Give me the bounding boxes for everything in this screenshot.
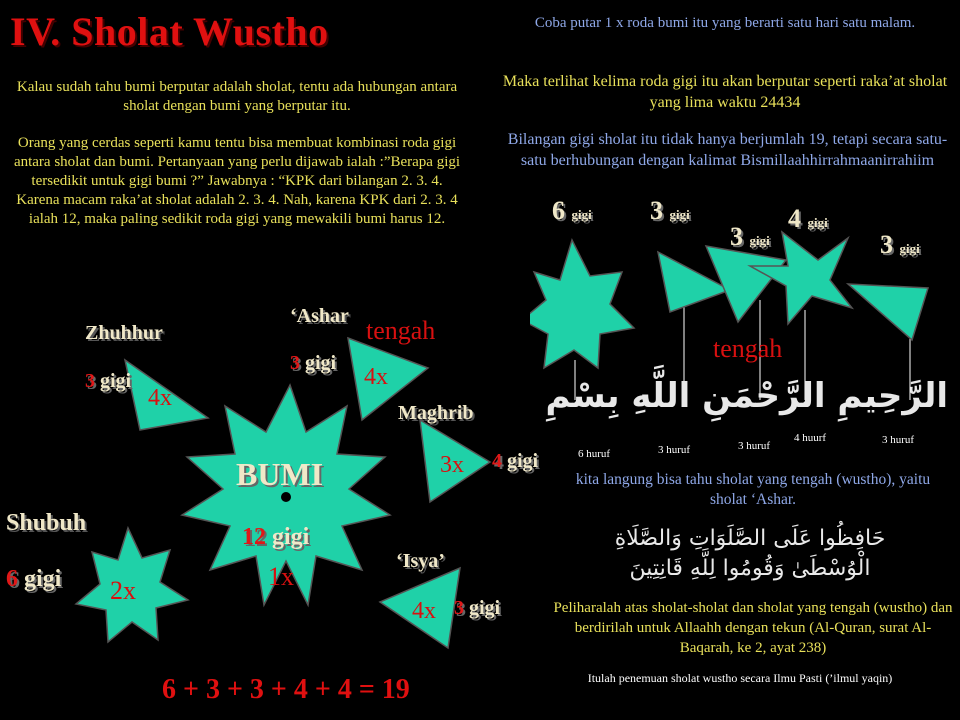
zhuhur-gigi — [85, 370, 131, 393]
gigi-word: gigi — [507, 450, 539, 472]
ashar-label: ‘Ashar — [290, 305, 349, 327]
ar-gigi-label: 3 gigi — [730, 222, 770, 251]
ashar-count: 3 — [290, 352, 300, 374]
ashar-tengah-tag: tengah — [366, 316, 436, 345]
right-paragraph-1: Coba putar 1 x roda bumi itu yang berarti satu hari satu malam. — [534, 15, 916, 31]
ar-count: 3 — [730, 222, 743, 251]
footer-note: Itulah penemuan sholat wustho secara Ilmu Pasti (’ilmul yaqin) — [587, 671, 893, 685]
ashar-gigi — [290, 352, 336, 375]
bumi-label: BUMI — [236, 456, 324, 492]
bumi-count: 12 — [242, 524, 266, 550]
right-paragraph-2: Maka terlihat kelima roda gigi itu akan berputar seperti raka’at sholat yang lima waktu 24434 — [502, 73, 948, 111]
rahman-count: 3 — [650, 196, 663, 225]
bumi-center-dot — [281, 492, 291, 502]
allah-count: 4 — [788, 204, 801, 233]
isya-rotation: 4x — [412, 598, 436, 624]
rahim-count: 6 — [552, 196, 565, 225]
bumi-rotation: 1x — [268, 562, 294, 591]
right-paragraph-3: Bilangan gigi sholat itu tidak hanya berjumlah 19, tetapi secara satu-satu berhubungan dengan kalimat Bismillaahhirrahmaanirrahiim — [507, 131, 948, 169]
rahim-gigi-label: 6 gigi — [552, 196, 592, 225]
isya-label: ‘Isya’ — [396, 550, 445, 572]
page-title: IV. Sholat Wustho — [10, 9, 329, 54]
bismi-count: 3 — [880, 230, 893, 259]
intro-paragraph-2: Orang yang cerdas seperti kamu tentu bisa membuat kombinasi roda gigi antara sholat dan bumi. Pertanyaan yang perlu dijawab ialah :”Berapa gigi tersedikit untuk gigi bumi ?” Jawabnya : “KPK dari bilangan 2. 3. 4. Karena macam raka’at sholat adalah 2. 3. 4. Nah, karena KPK dari 2. 3. 4 ialah 12, maka paling sedikit roda gigi yang mewakili bumi harus 12. — [13, 135, 461, 227]
rahman-gigi-label: 3 gigi — [650, 196, 690, 225]
verse-arabic-line-1: حَافِظُوا عَلَى الصَّلَوَاتِ وَالصَّلَاةِ — [614, 526, 886, 551]
gigi-word: gigi — [272, 524, 310, 550]
huruf-count-3: 3 huruf — [738, 440, 771, 452]
right-tengah-tag: tengah — [713, 334, 783, 363]
intro-paragraph-1: Kalau sudah tahu bumi berputar adalah sholat, tentu ada hubungan antara sholat dengan bumi yang berputar itu. — [16, 79, 458, 114]
zhuhur-label: Zhuhhur — [85, 322, 163, 344]
huruf-count-1: 6 huruf — [578, 448, 611, 460]
ashar-rotation: 4x — [364, 364, 388, 390]
basmalah-arabic: الرَّحِيمِ الرَّحْمَنِ اللَّهِ بِسْمِ — [545, 376, 948, 416]
bismi-gear-shape — [848, 284, 928, 340]
wustho-paragraph: kita langung bisa tahu sholat yang tengah (wustho), yaitu sholat ‘Ashar. — [575, 471, 931, 508]
isya-gigi — [454, 597, 500, 620]
gigi-word: gigi — [469, 597, 501, 619]
bismi-gigi-label: 3 gigi — [880, 230, 920, 259]
maghrib-rotation: 3x — [440, 452, 464, 478]
zhuhur-rotation: 4x — [148, 385, 172, 411]
shubuh-label: Shubuh — [6, 510, 87, 536]
shubuh-gigi — [6, 566, 61, 593]
zhuhur-count: 3 — [85, 370, 95, 392]
verse-arabic — [600, 524, 900, 584]
gigi-word: gigi — [100, 370, 132, 392]
maghrib-label: Maghrib — [398, 402, 474, 424]
gigi-word: gigi — [24, 566, 62, 592]
sum-equation: 6 + 3 + 3 + 4 + 4 = 19 — [162, 674, 410, 705]
gigi-word: gigi — [305, 352, 337, 374]
shubuh-rotation: 2x — [110, 576, 136, 605]
isya-count: 3 — [454, 597, 464, 619]
verse-translation: Peliharalah atas sholat-sholat dan sholat yang tengah (wustho) dan berdirilah untuk Allaahh dengan tekun (Al-Quran, surat Al-Baqarah, ke 2, ayat 238) — [553, 600, 953, 656]
rahim-gear-shape — [530, 240, 634, 368]
bumi-gigi — [242, 524, 309, 551]
shubuh-count: 6 — [6, 566, 18, 592]
allah-gigi-label: 4 gigi — [788, 204, 828, 233]
huruf-count-2: 3 huruf — [658, 444, 691, 456]
maghrib-count: 4 — [492, 450, 502, 472]
huruf-count-5: 3 huruf — [882, 434, 915, 446]
verse-arabic-line-2: الْوُسْطَىٰ وَقُومُوا لِلَّهِ قَانِتِينَ — [629, 556, 871, 581]
huruf-count-4: 4 huurf — [794, 432, 827, 444]
